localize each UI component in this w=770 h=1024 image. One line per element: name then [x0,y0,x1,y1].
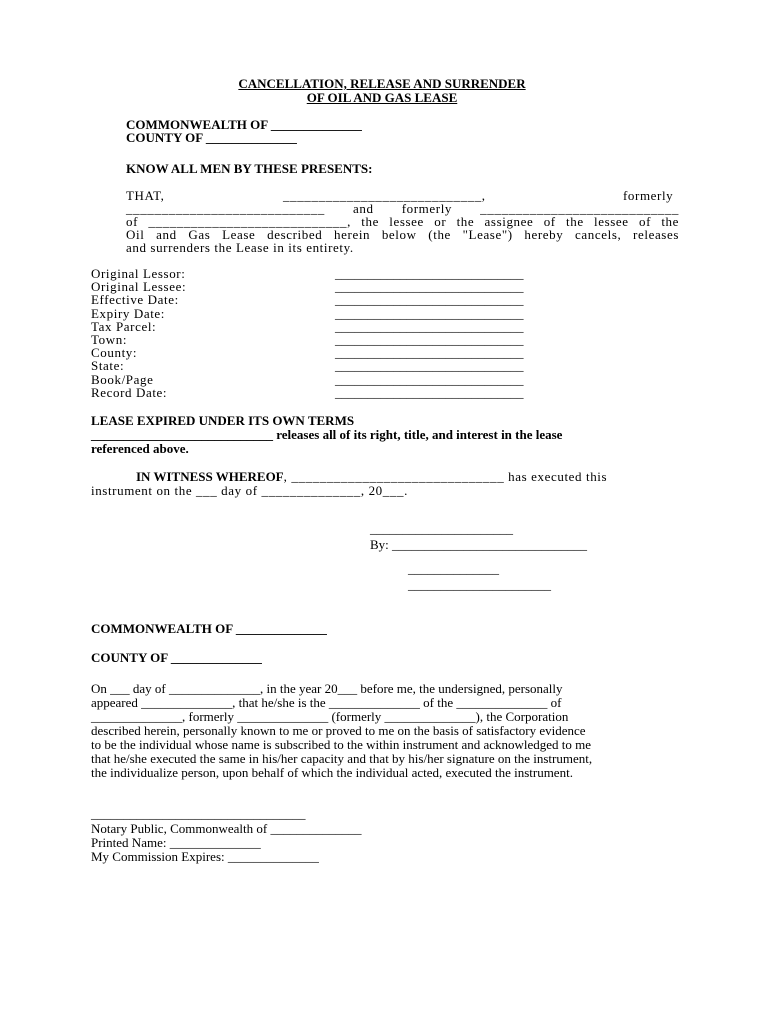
document-title-line1: CANCELLATION, RELEASE AND SURRENDER [238,76,526,91]
field-label-record-date: Record Date: [91,384,168,400]
field-label-state: State: [91,358,125,374]
notary-paragraph-line: to be the individual whose name is subscribed to the within instrument and acknowledged to me [91,737,592,752]
header-county: COUNTY OF ______________ [126,130,297,145]
intro-line5: and surrenders the Lease in its entirety. [126,240,354,255]
field-blank: _____________________________ [335,305,524,321]
field-label-county: County: [91,345,138,361]
field-label-town: Town: [91,331,128,347]
field-label-original-lessor: Original Lessor: [91,266,186,281]
notary-public-line: Notary Public, Commonwealth of ______________ [91,821,362,836]
notary-paragraph-line: the individualize person, upon behalf of which the individual acted, executed the instrument. [91,765,573,780]
intro-line4: Oil and Gas Lease described herein below (the "Lease") hereby cancels, releases [126,227,679,242]
intro-that-blank: ____________________________, [283,188,486,203]
signature-title-line: ______________________ [408,577,551,592]
header-commonwealth: COMMONWEALTH OF ______________ [126,117,362,132]
field-blank: _____________________________ [335,292,524,308]
document-title-line2: OF OIL AND GAS LEASE [306,90,458,105]
intro-formerly: formerly [623,188,674,203]
know-all-heading: KNOW ALL MEN BY THESE PRESENTS: [126,161,373,176]
field-blank: _____________________________ [335,279,524,295]
witness-line1 [136,470,607,484]
expired-line1: ____________________________ releases all of its right, title, and interest in the lease [91,427,563,442]
field-blank: _____________________________ [335,384,524,400]
notary-printed-name: Printed Name: ______________ [91,835,261,850]
notary-county: COUNTY OF ______________ [91,650,262,665]
field-blank: _____________________________ [335,358,524,374]
field-label-book-page: Book/Page [91,371,154,387]
signature-name-line: ______________ [408,561,499,576]
notary-commission-expires: My Commission Expires: ______________ [91,849,319,864]
notary-signature-line: _________________________________ [91,806,306,821]
field-blank: _____________________________ [335,371,524,387]
expired-heading: LEASE EXPIRED UNDER ITS OWN TERMS [91,413,355,428]
notary-paragraph-line: that he/she executed the same in his/her capacity and that by his/her signature on the instrument, [91,751,593,766]
field-label-expiry-date: Expiry Date: [91,305,165,321]
field-blank: _____________________________ [335,345,524,361]
notary-paragraph-line: described herein, personally known to me or proved to me on the basis of satisfactory evidence [91,723,586,738]
field-label-original-lessee: Original Lessee: [91,279,187,295]
field-blank: _____________________________ [335,318,524,334]
field-blank: _____________________________ [335,331,524,347]
intro-line3: of ____________________________, the lessee or the assignee of the lessee of the [126,214,679,229]
lease-field-blanks [335,267,524,399]
notary-commonwealth: COMMONWEALTH OF ______________ [91,621,327,636]
lease-field-labels [91,267,186,399]
notary-paragraph-line: On ___ day of ______________, in the year 20___ before me, the undersigned, personally [91,681,563,696]
field-label-effective-date: Effective Date: [91,292,179,308]
signature-by-line: By: ______________________________ [370,537,588,552]
expired-line2: referenced above. [91,441,189,456]
signature-line-1: ______________________ [370,521,513,536]
intro-line2: ____________________________ and formerly ____________________________ [126,201,679,216]
field-label-tax-parcel: Tax Parcel: [91,318,157,334]
notary-paragraph-line: appeared ______________, that he/she is the ______________ of the ______________ of [91,695,562,710]
field-blank: _____________________________ [335,266,524,281]
witness-lead: IN WITNESS WHEREOF [136,469,284,484]
notary-paragraph-line: ______________, formerly ______________ (formerly ______________), the Corporation [91,709,569,724]
witness-line2: instrument on the ___ day of ______________, 20___. [91,483,408,498]
intro-that-label: THAT, [126,188,165,203]
witness-line1-rest: , ______________________________ has executed this [283,469,608,484]
